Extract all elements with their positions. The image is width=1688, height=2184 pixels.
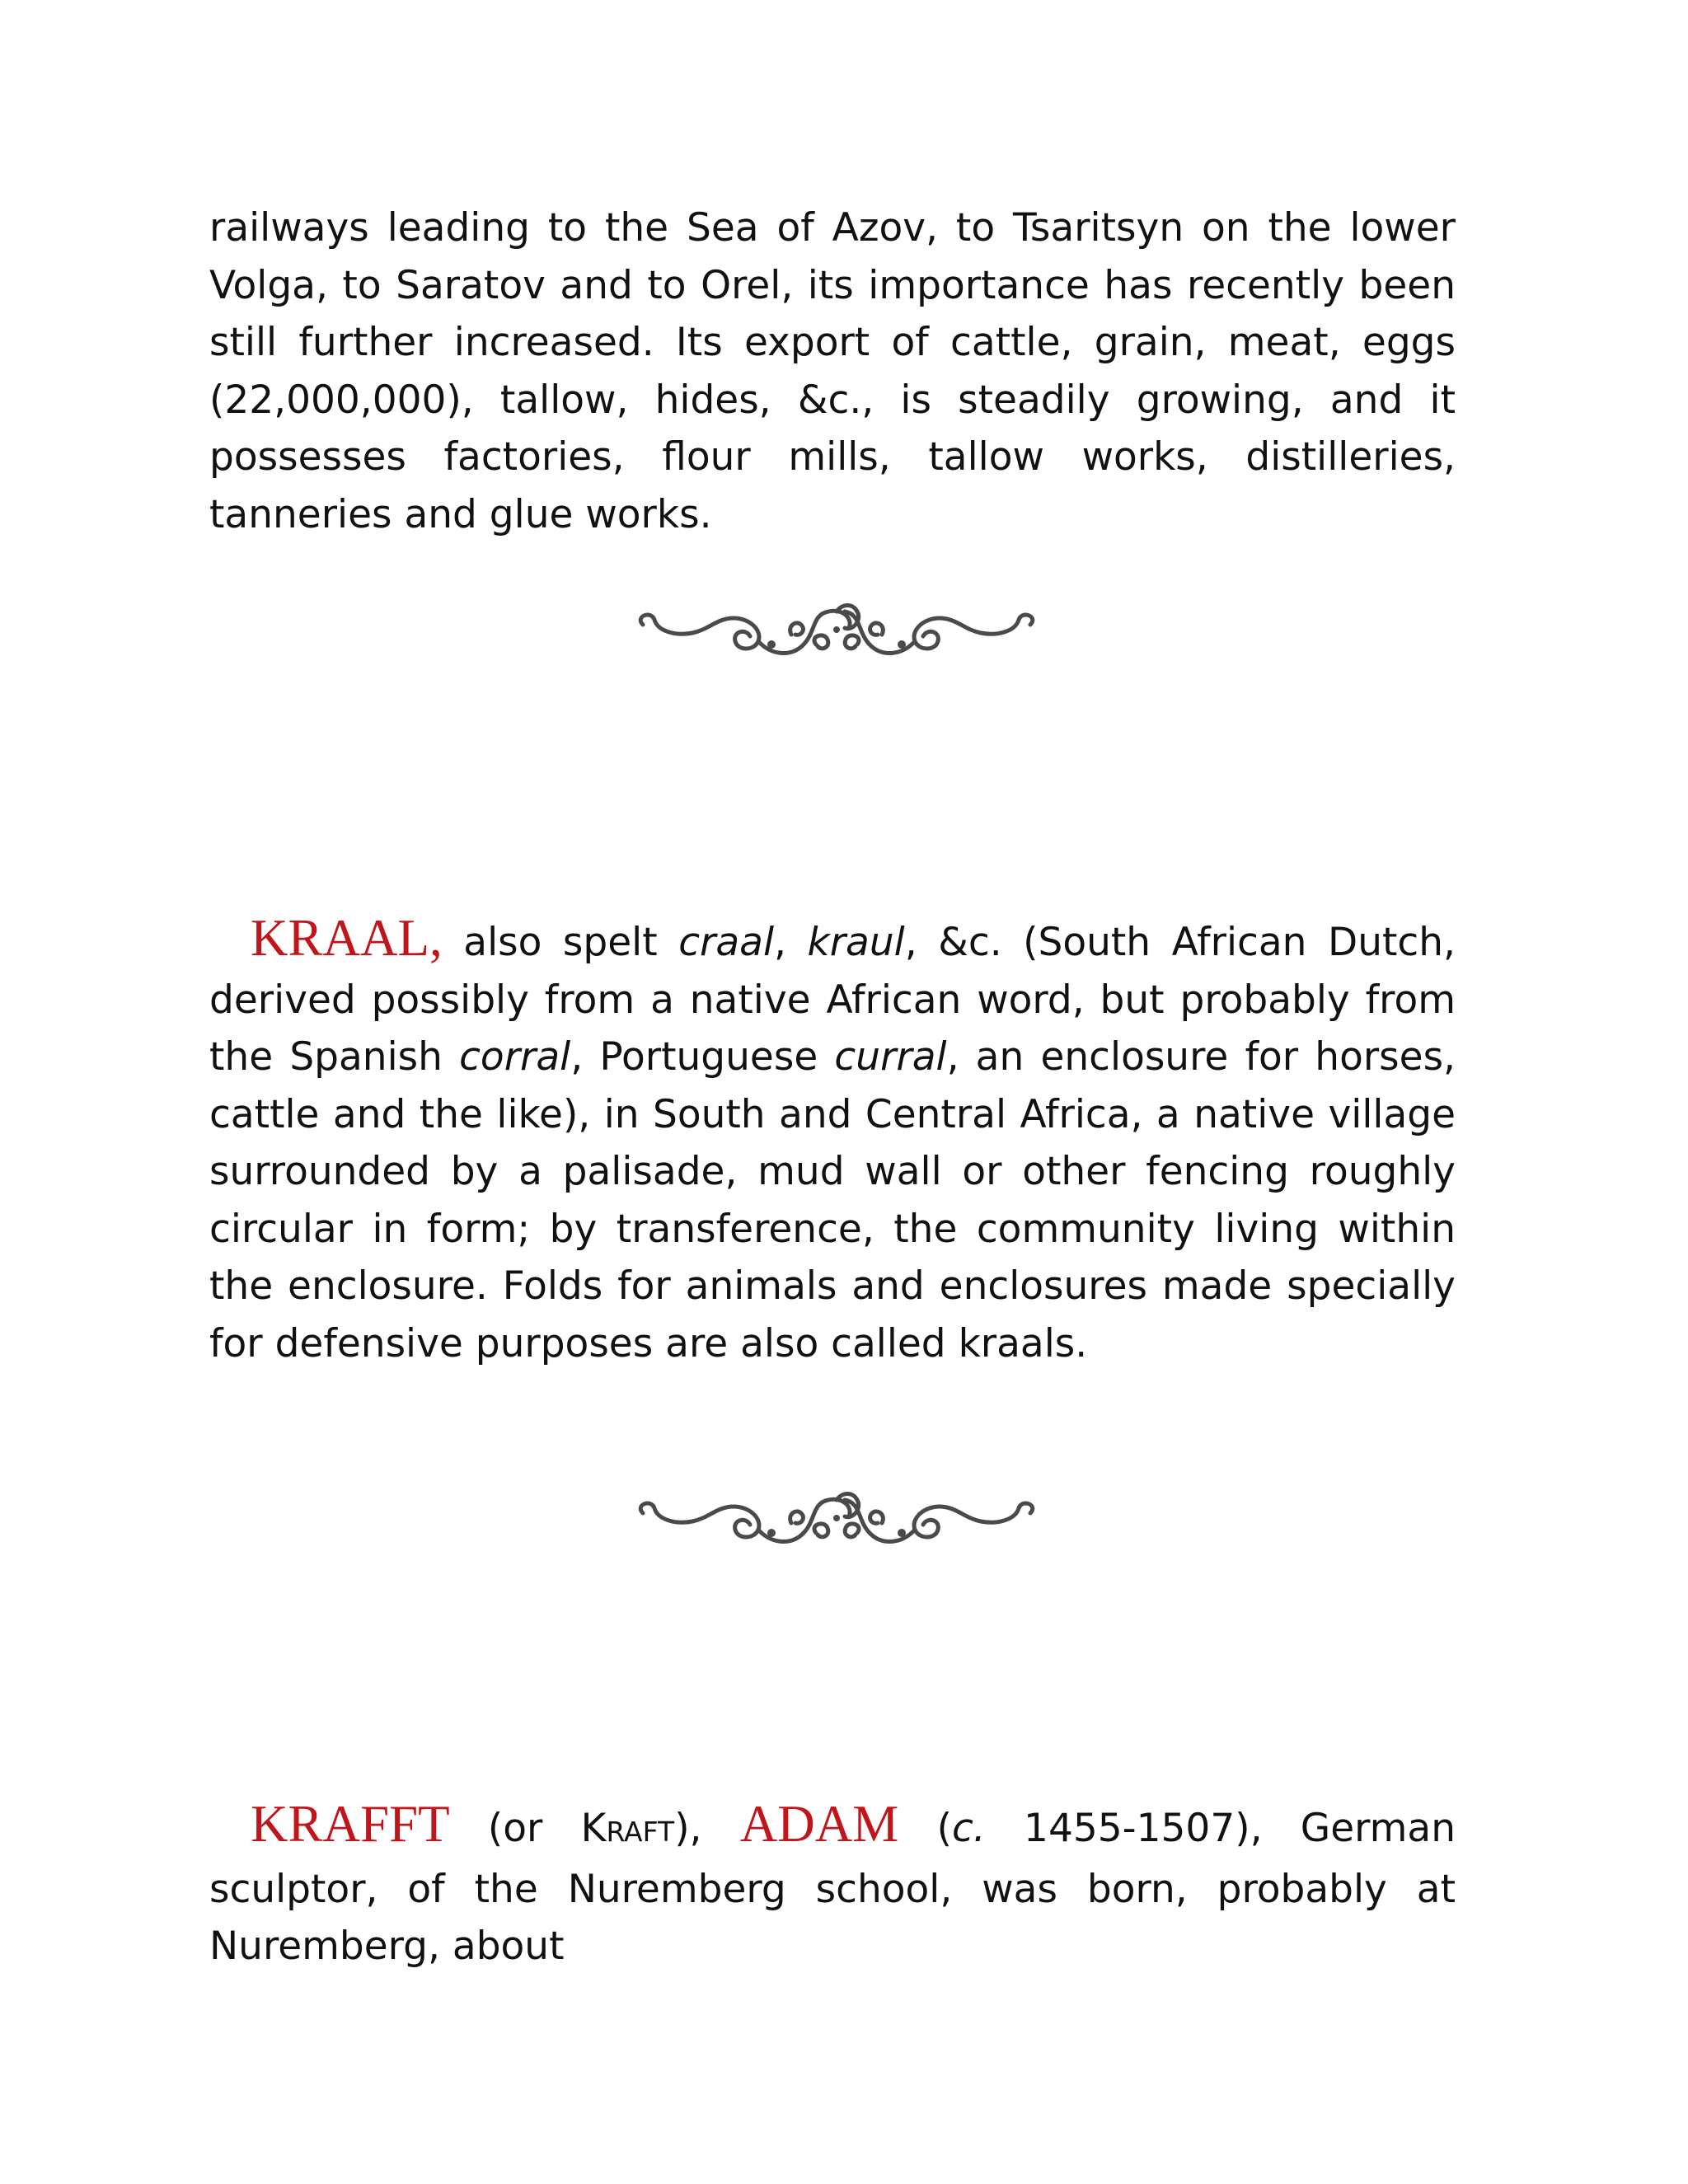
entry-italic: curral — [834, 1034, 947, 1080]
headword-krafft: KRAFFT — [251, 1795, 450, 1853]
entry-text: ), — [674, 1806, 740, 1851]
entry-text: ( — [898, 1806, 952, 1851]
entry-text: , an enclosure for horses, cattle and the like), in South and Central Africa, a native village surrounded by a palisade, mud wall or other fencing roughly circular in form; by transference, the community living within the enclosure. Folds for animals and enclosures made specially for defensive purposes are also called kraals. — [209, 1034, 1456, 1366]
entry-italic: c. — [951, 1806, 986, 1851]
entry-kraal — [209, 910, 1456, 1372]
entry-italic: craal — [678, 920, 775, 965]
small-caps-rest: RAFT — [606, 1816, 675, 1848]
entry-text: , — [774, 920, 808, 965]
small-caps-initial: K — [580, 1806, 607, 1851]
entry-text: 1455-1507), German sculptor, of the Nuremberg school, was born, probably at Nuremberg, about — [209, 1806, 1456, 1969]
headword-adam: ADAM — [739, 1795, 899, 1853]
entry-text: (or — [449, 1806, 581, 1851]
entry-text: also spelt — [442, 920, 679, 965]
entry-text: , Portuguese — [570, 1034, 835, 1080]
headword-kraal: KRAAL, — [251, 909, 443, 967]
flourish-ornament — [626, 1474, 1047, 1564]
entry-italic: corral — [459, 1034, 571, 1080]
paragraph-continuation — [209, 199, 1456, 543]
entry-text: , &c. (South African Dutch, derived possibly from a native African word, but probably from the Spanish — [209, 920, 1456, 1080]
entry-italic: kraul — [807, 920, 905, 965]
entry-krafft — [209, 1796, 1456, 1975]
paragraph-text: railways leading to the Sea of Azov, to Tsaritsyn on the lower Volga, to Saratov and to Orel, its importance has recently been still further increased. Its export of cattle, grain, meat, eggs (22,000,000), tallow, hides, &c., is steadily growing, and it possesses factories, flour mills, tallow works, distilleries, tanneries and glue works. — [209, 205, 1456, 537]
flourish-ornament — [626, 585, 1047, 676]
